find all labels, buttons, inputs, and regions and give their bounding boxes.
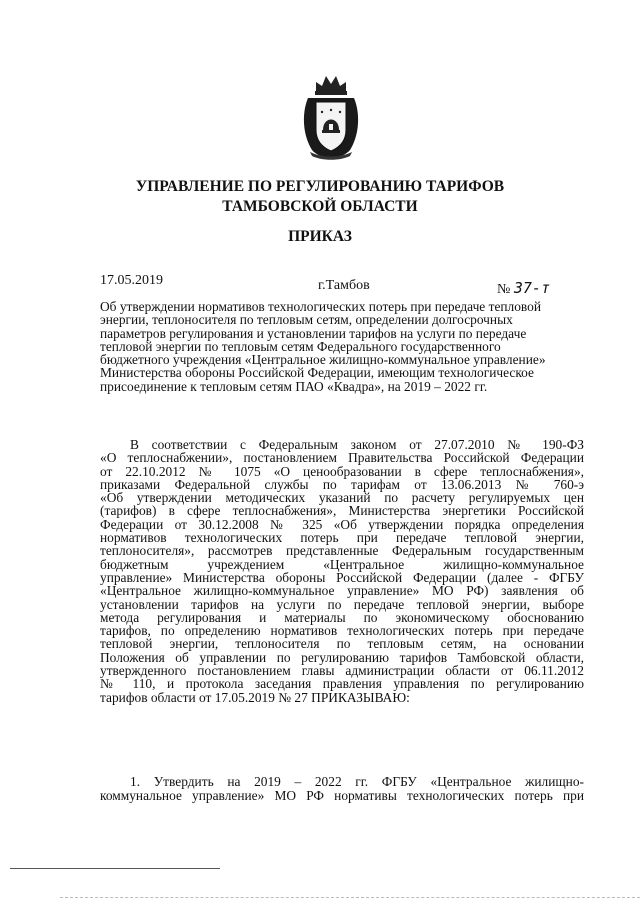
body-line: приказами Федеральной службы по тарифам от 13.06.2013 № 760-э — [100, 476, 584, 492]
body-line: установлении тарифов на услуги по передаче тепловой энергии, выборе — [100, 596, 584, 612]
body-line: от 22.10.2012 № 1075 «О ценообразовании в сфере теплоснабжения», — [100, 463, 584, 479]
body-line: тарифов области от 17.05.2019 № 27 ПРИКАЗЫВАЮ: — [100, 689, 410, 705]
item-line: 1. Утвердить на 2019 – 2022 гг. ФГБУ «Центральное жилищно- — [130, 774, 584, 789]
order-item-1 — [100, 775, 584, 803]
subject-line: присоединение к тепловым сетям ПАО «Квадра», на 2019 – 2022 гг. — [100, 378, 488, 394]
body-line: управление» Министерства обороны Российской Федерации (далее - ФГБУ — [100, 569, 584, 585]
body-line: бюджетным учреждением «Центральное жилищно-коммунальное — [100, 556, 584, 572]
scan-edge — [60, 897, 640, 898]
body-line: (тарифов) в сфере теплоснабжения», Министерства энергетики Российской — [100, 503, 584, 519]
number-prefix: № — [497, 282, 511, 297]
body-line: утвержденного постановлением главы администрации области от 06.11.2012 — [100, 663, 584, 679]
subject-line: Министерства обороны Российской Федерации, имеющим технологическое — [100, 365, 534, 381]
agency-name-line-1: УПРАВЛЕНИЕ ПО РЕГУЛИРОВАНИЮ ТАРИФОВ — [135, 178, 505, 195]
document-type-title: ПРИКАЗ — [288, 228, 352, 245]
body-line: тарифов, по определению нормативов технологических потерь при передаче — [100, 623, 584, 639]
subject-line: параметров регулирования и установлении тарифов на услуги по передаче — [100, 325, 527, 341]
tambov-coat-of-arms-icon — [300, 72, 362, 162]
number-value: 37-т — [513, 279, 550, 297]
subject-line: бюджетного учреждения «Центральное жилищно-коммунальное управление» — [100, 352, 546, 368]
subject-line: Об утверждении нормативов технологических потерь при передаче тепловой — [100, 299, 542, 314]
body-line: Положения об управлении по регулированию тарифов Тамбовской области, — [100, 649, 584, 665]
footnote-divider — [10, 868, 220, 869]
body-line: метода регулирования и материалы по экономическому обоснованию — [100, 609, 584, 625]
subject-line: тепловой энергии по тепловым сетям Федерального государственного — [100, 338, 501, 354]
body-line: В соответствии с Федеральным законом от 27.07.2010 № 190-ФЗ — [130, 437, 584, 452]
subject-line: энергии, теплоносителя по тепловым сетям, определении долгосрочных — [100, 312, 513, 328]
document-city: г.Тамбов — [318, 278, 370, 293]
body-line: «Об утверждении методических указаний по расчету регулируемых цен — [100, 490, 584, 506]
body-line: № 110, и протокола заседания правления управления по регулированию — [100, 676, 584, 692]
agency-name-line-2: ТАМБОВСКОЙ ОБЛАСТИ — [222, 198, 418, 215]
document-number — [497, 279, 550, 298]
body-line: Федерации от 30.12.2008 № 325 «Об утверждении порядка определения — [100, 516, 584, 532]
body-line: тепловой энергии, теплоносителя по тепловым сетям, на основании — [100, 636, 584, 652]
body-line: теплоносителя», рассмотрев представленные Федеральным государственным — [100, 543, 584, 559]
body-line: «О теплоснабжении», постановлением Правительства Российской Федерации — [100, 450, 584, 466]
agency-name — [0, 177, 640, 217]
body-line: нормативов технологических потерь при передаче тепловой энергии, — [100, 530, 584, 546]
body-line: «Центральное жилищно-коммунальное управление» МО РФ) заявления об — [100, 583, 584, 599]
body-paragraph — [100, 438, 584, 704]
subject-paragraph — [100, 300, 584, 393]
document-date: 17.05.2019 — [100, 273, 163, 288]
item-line: коммунальное управление» МО РФ нормативы технологических потерь при — [100, 788, 584, 803]
